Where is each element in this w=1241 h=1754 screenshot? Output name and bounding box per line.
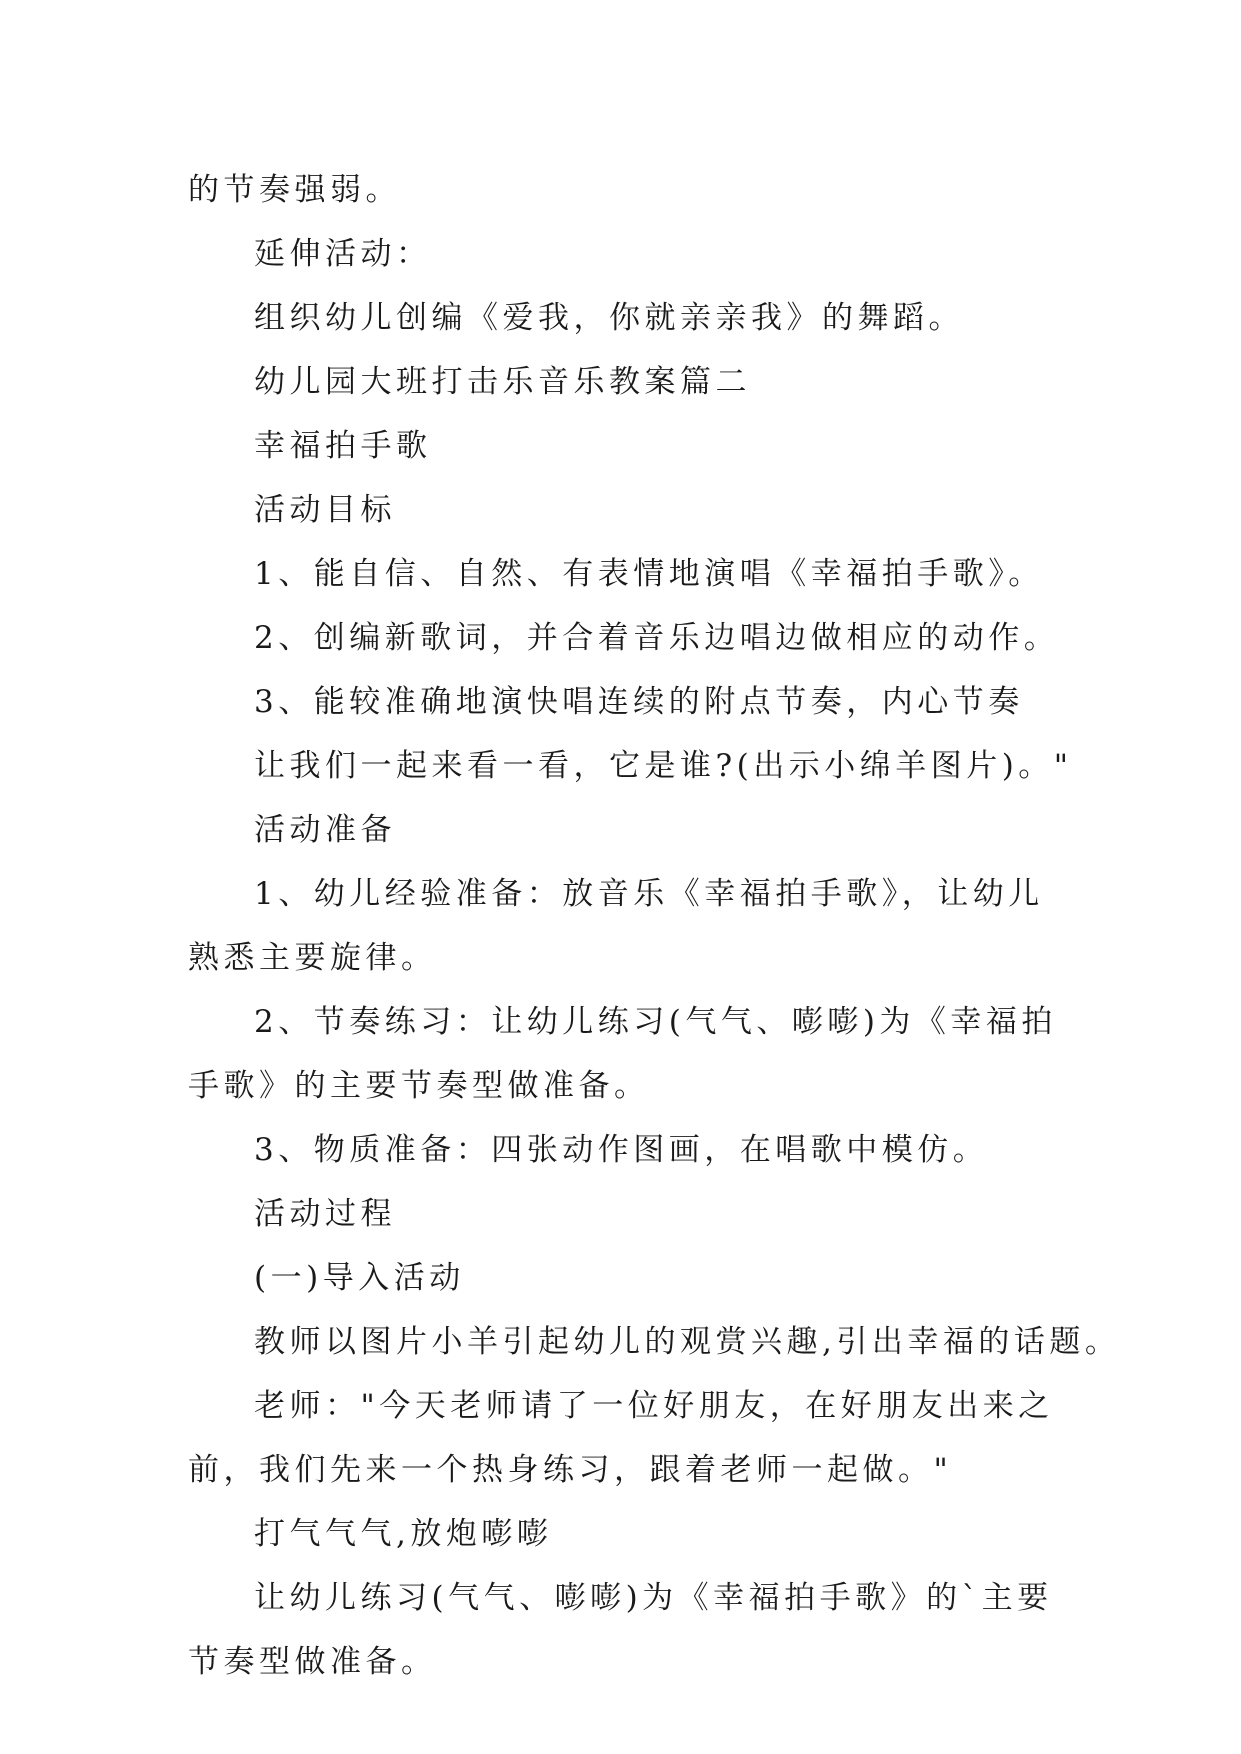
paragraph-extension-heading: 延伸活动： [254, 236, 432, 272]
section-title: 幼儿园大班打击乐音乐教案篇二 [254, 364, 751, 400]
list-item: 2、创编新歌词，并合着音乐边唱边做相应的动作。 [254, 620, 1060, 656]
list-item: 3、能较准确地演快唱连续的附点节奏，内心节奏 [254, 684, 1024, 720]
song-title: 幸福拍手歌 [254, 428, 432, 464]
list-item: 1、幼儿经验准备：放音乐《幸福拍手歌》，让幼儿熟悉主要旋律。 [188, 876, 1044, 976]
paragraph: 让幼儿练习(气气、嘭嘭)为《幸福拍手歌》的`主要节奏型做准备。 [188, 1580, 1053, 1680]
list-item: 1、能自信、自然、有表情地演唱《幸福拍手歌》。 [254, 556, 1044, 592]
document-body [188, 158, 1121, 1694]
paragraph: 组织幼儿创编《爱我，你就亲亲我》的舞蹈。 [254, 300, 964, 336]
heading-activity-goals: 活动目标 [254, 492, 396, 528]
heading-activity-preparation: 活动准备 [254, 812, 396, 848]
list-item: 3、物质准备：四张动作图画，在唱歌中模仿。 [254, 1132, 989, 1168]
paragraph: 打气气气,放炮嘭嘭 [254, 1516, 553, 1552]
paragraph-continuation: 的节奏强弱。 [188, 172, 401, 208]
paragraph: 教师以图片小羊引起幼儿的观赏兴趣,引出幸福的话题。 [254, 1324, 1121, 1360]
paragraph: 让我们一起来看一看，它是谁?(出示小绵羊图片)。" [254, 748, 1073, 784]
paragraph: 老师："今天老师请了一位好朋友，在好朋友出来之前，我们先来一个热身练习，跟着老师一起做。" [188, 1388, 1054, 1488]
heading-activity-process: 活动过程 [254, 1196, 396, 1232]
subheading: (一)导入活动 [254, 1260, 465, 1296]
list-item: 2、节奏练习：让幼儿练习(气气、嘭嘭)为《幸福拍手歌》的主要节奏型做准备。 [188, 1004, 1057, 1104]
